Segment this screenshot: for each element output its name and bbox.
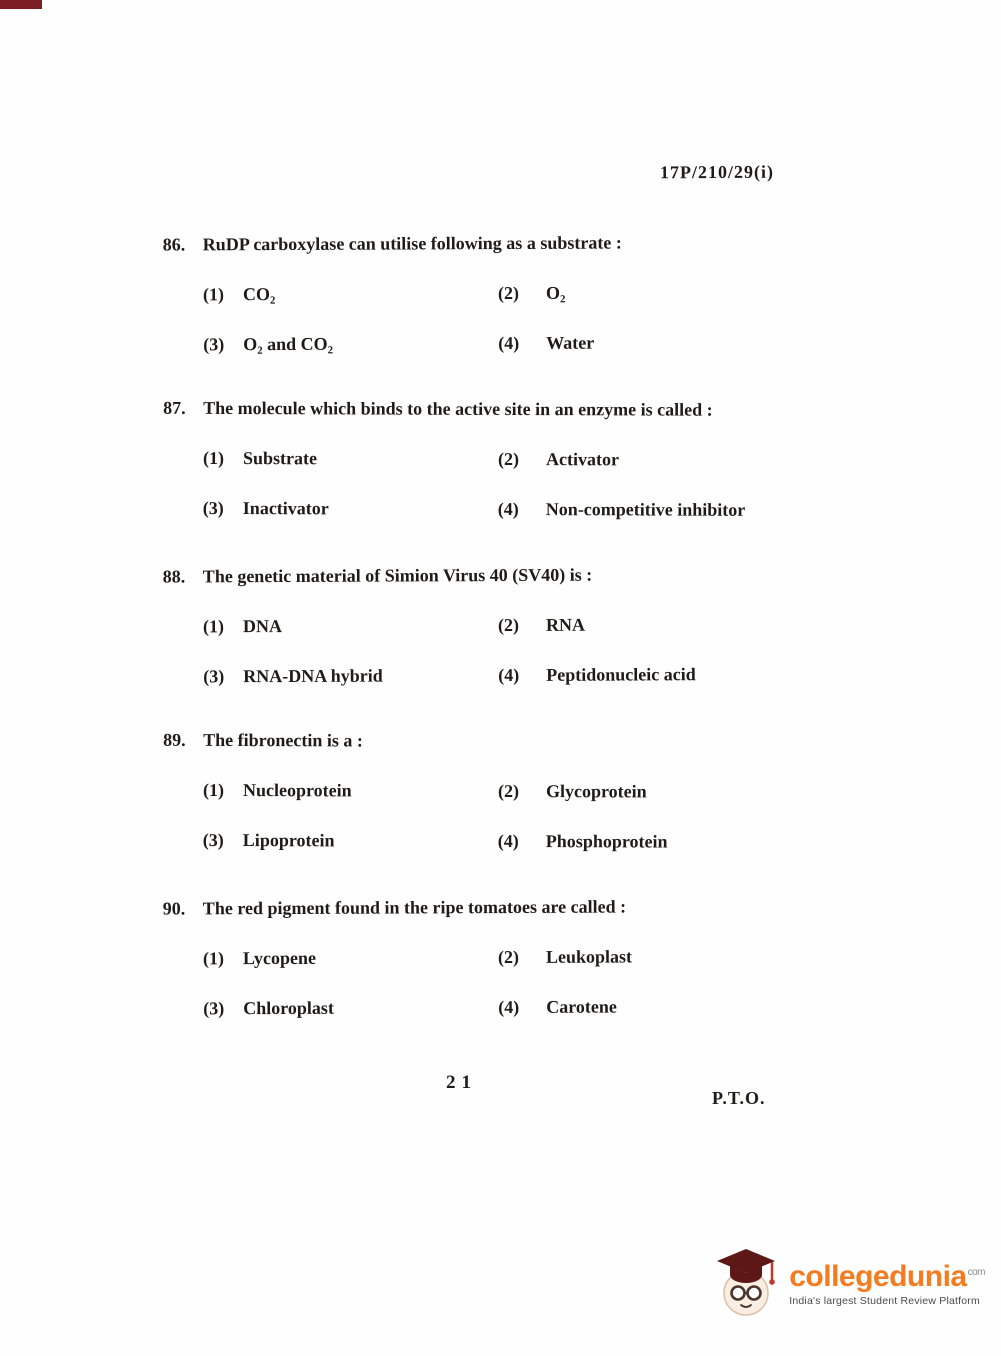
scan-artifact [0,0,42,9]
question-text: The molecule which binds to the active site in an enzyme is called : [203,397,713,420]
graduation-student-icon [715,1243,779,1321]
question-number: 88. [162,566,186,587]
options [203,779,863,853]
question-text: The fibronectin is a : [203,729,363,751]
brand-tagline: India's largest Student Review Platform [789,1295,980,1307]
question-89 [163,729,863,853]
options [203,612,863,687]
option-label: (4) [497,498,519,520]
question-head [163,397,863,421]
option-text: Leukoplast [545,946,633,967]
question-number: 90. [162,898,186,919]
question-number: 89. [163,729,186,750]
option-label: (3) [203,334,225,355]
option-label: (4) [497,830,519,852]
question-text: RuDP carboxylase can utilise following as a substrate : [202,232,622,255]
option-label: (1) [202,284,225,305]
question-number: 86. [162,234,186,255]
option-text: Glycoprotein [545,781,647,802]
question-head [163,562,863,587]
option-text: Nucleoprotein [242,780,352,801]
question-87 [163,397,863,521]
option-text: Activator [545,449,620,470]
questions-list [163,232,863,1062]
option-label: (1) [202,779,225,800]
option-label: (2) [497,448,520,470]
option-text: Inactivator [242,498,329,519]
option-text: Non-competitive inhibitor [545,499,746,520]
question-head [163,894,863,919]
option-text: O₂ and CO₂ [243,333,334,355]
question-head [163,230,863,255]
question-86 [163,230,864,355]
question-text: The genetic material of Simion Virus 40 (SV40) is : [202,564,593,587]
option-text: Chloroplast [243,997,334,1019]
option-label: (3) [203,666,225,687]
question-88 [163,562,864,687]
brand-tld: com [967,1267,985,1278]
option-label: (4) [498,996,520,1018]
question-text: The red pigment found in the ripe tomatoes are called : [202,896,627,919]
option-label: (3) [203,998,225,1019]
option-label: (3) [202,829,224,850]
option-label: (2) [497,780,520,802]
option-text: Substrate [242,448,318,469]
pto-label: P.T.O. [712,1088,766,1108]
page-number: 21 [446,1072,477,1093]
logo-text [789,1257,985,1307]
collegedunia-logo [715,1243,985,1321]
option-label: (3) [202,497,224,518]
option-text: Lycopene [242,947,317,969]
option-label: (4) [498,664,520,686]
option-text: RNA [545,614,586,635]
options [203,447,863,521]
option-text: Water [546,332,595,353]
brand-name-row [789,1257,985,1293]
question-number: 87. [163,397,186,418]
option-label: (4) [498,332,520,354]
option-text: CO₂ [242,284,276,305]
option-label: (1) [202,447,225,468]
brand-name: collegedunia [789,1260,967,1293]
question-head [163,729,863,753]
option-text: Peptidonucleic acid [546,664,696,685]
option-label: (2) [497,946,520,968]
option-text: Lipoprotein [242,830,335,851]
option-label: (2) [497,282,520,304]
option-label: (1) [202,616,225,637]
option-label: (2) [497,614,520,636]
option-text: Carotene [546,996,617,1017]
option-text: DNA [242,616,283,637]
option-label: (1) [202,948,225,969]
option-text: RNA-DNA hybrid [243,665,383,687]
option-text: O₂ [545,282,566,303]
paper-code: 17P/210/29(i) [659,161,775,183]
question-90 [163,894,864,1019]
option-text: Phosphoprotein [545,831,668,852]
options [203,280,863,355]
options [203,944,863,1019]
